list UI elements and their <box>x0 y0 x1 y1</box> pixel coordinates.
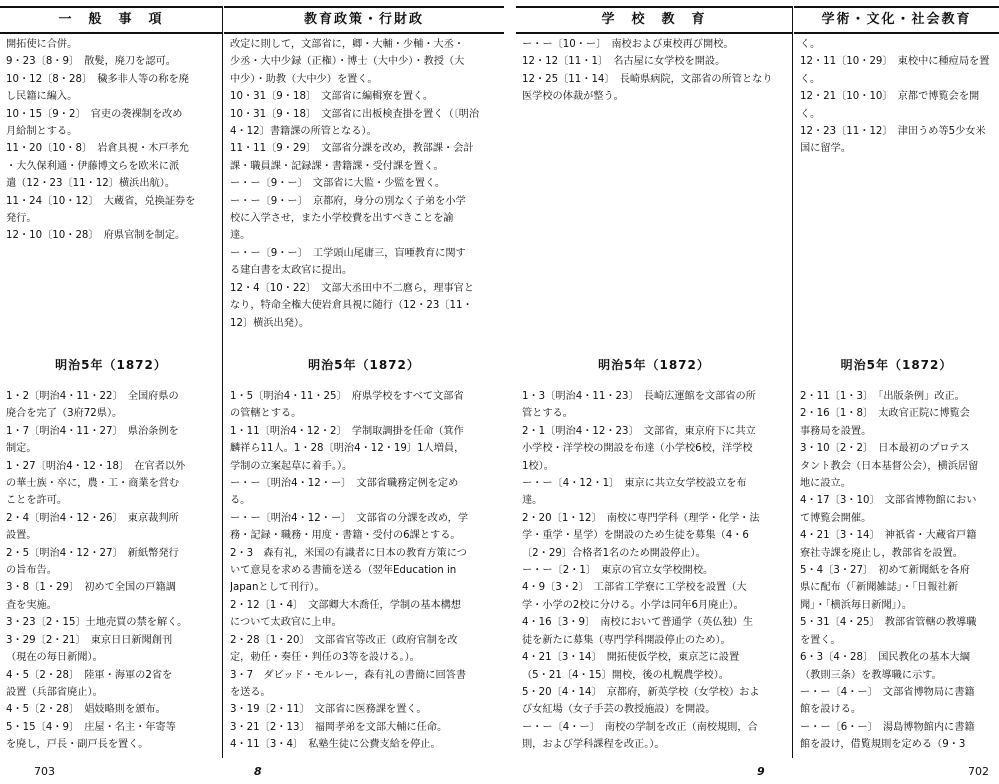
year-heading: 明治5年（1872） <box>55 358 167 372</box>
entry-line: ー・ー〔9・ー〕 京都府，身分の別なく子弟を小学 <box>230 195 466 207</box>
entry-line: を置く。 <box>800 634 841 646</box>
entry-line: 県に配布（「新聞雑誌」・「日報社新 <box>800 582 958 594</box>
entries-bottom <box>6 388 216 754</box>
column-header: 一 般 事 項 <box>0 6 222 34</box>
entry-line: 開拓使に合併。 <box>6 39 78 50</box>
entry-line: ー・ー〔4・ー〕 文部省博物局に書籍 <box>800 686 975 698</box>
entry-line: 廃合を完了（3府72県）。 <box>6 408 123 420</box>
entry-line: の管轄とする。 <box>230 408 302 420</box>
column-divider <box>222 6 223 758</box>
entry-line: 4・21〔3・14〕 神祇省・大蔵省戸籍 <box>800 530 977 542</box>
entry-line: の華士族・卒に，農・工・商業を営む <box>6 478 180 490</box>
entry-line: て博覧会開催。 <box>800 512 872 524</box>
entry-line: 5・4〔3・27〕 初めて新聞紙を各府 <box>800 565 970 577</box>
entry-line: 定，勅任・奏任・判任の3等を設ける。）。 <box>230 652 420 664</box>
entry-line: 制定。 <box>6 443 37 455</box>
entry-line: ー・ー〔2・1〕 東京の官立女学校開校。 <box>522 565 714 577</box>
column-header: 学術・文化・社会教育 <box>794 6 999 34</box>
entry-line: 1・5〔明治4・11・25〕 府県学校をすべて文部省 <box>230 391 464 402</box>
entry-line: る。 <box>230 495 251 507</box>
entry-line: 改定に則して，文部省に，卿・大輔・少輔・大丞・ <box>230 39 465 50</box>
entry-line: 学・小学の2校に分ける。小学は同年6月廃止）。 <box>522 599 744 611</box>
entry-line: 課・職員課・記録課・書籍課・受付課を置く。 <box>230 160 444 172</box>
entry-line: 遣（12・23〔11・12〕横浜出航）。 <box>6 178 176 190</box>
entry-line: ー・ー〔9・ー〕 文部省に大監・少監を置く。 <box>230 178 446 190</box>
entry-line: 4・21〔3・14〕 開拓使仮学校，東京芝に設置 <box>522 652 740 664</box>
entry-line: 1・27〔明治4・12・18〕 在官者以外 <box>6 460 186 472</box>
entry-line: 徒を新たに募集（専門学科開設停止のため）。 <box>522 634 731 646</box>
entry-line: 館を設ける。 <box>800 704 862 716</box>
entry-line: 12〕横浜出発）。 <box>230 317 310 329</box>
entry-line: 4・5〔2・28〕 娼妓略則を頒布。 <box>6 704 166 716</box>
entry-line: 小学校・洋学校の開設を布達（小学校6校，洋学校 <box>522 443 753 455</box>
entry-line: タント教会（日本基督公会），横浜居留 <box>800 460 979 472</box>
entry-line: 〔2・29〕合格者1名のため開設停止）。 <box>522 547 706 559</box>
page-number: 9 <box>757 765 765 778</box>
entry-line: 地に設立。 <box>800 478 851 490</box>
entry-line: 3・7 ダビッド・モルレー，森有礼の書簡に回答書 <box>230 669 467 681</box>
entry-line: （5・21〔4・15〕開校，後の札幌農学校）。 <box>522 669 729 681</box>
entry-line: 則，および学科課程を改正。）。 <box>522 739 665 751</box>
entry-line: の旨布告。 <box>6 565 57 577</box>
entry-line: 麟祥ら11人。1・28〔明治4・12・19〕1人増員， <box>230 443 465 455</box>
entry-line: く。 <box>800 39 821 50</box>
entry-line: 4・9〔3・2〕 工部省工学寮に工学校を設置（大 <box>522 582 747 594</box>
entry-line: ー・ー〔4・12・1〕 東京に共立女学校設立を布 <box>522 478 747 490</box>
column-header: 学 校 教 育 <box>516 6 792 34</box>
entry-line: ー・ー〔6・ー〕 湯島博物館内に書籍 <box>800 721 975 733</box>
page-number: 702 <box>968 765 989 778</box>
year-heading: 明治5年（1872） <box>840 358 953 372</box>
entry-line: 12・12〔11・1〕 名古屋に女学校を開設。 <box>522 56 726 68</box>
entry-line: 11・11〔9・29〕 文部省分課を改め，教部課・会計 <box>230 143 474 155</box>
entry-line: 2・4〔明治4・12・26〕 東京裁判所 <box>6 512 179 524</box>
entry-line: 設置（兵部省廃止）。 <box>6 686 103 698</box>
entry-line: 2・3 森有礼，米国の有識者に日本の教育方策につ <box>230 547 467 559</box>
entry-line: び女紅場（女子手芸の教授施設）を開設。 <box>522 704 716 716</box>
entry-line: について太政官に上申。 <box>230 617 342 629</box>
entry-line: 12・21〔10・10〕 京都で博覧会を開 <box>800 91 980 103</box>
entries-top <box>800 36 993 158</box>
entry-line: 11・20〔10・8〕 岩倉具視・木戸孝允 <box>6 143 189 155</box>
entry-line: 3・29〔2・21〕 東京日日新聞創刊 <box>6 634 173 646</box>
page-gutter <box>504 0 516 784</box>
entry-line: 中少）・助教（大中少）を置く。 <box>230 73 378 85</box>
entry-line: 9・23〔8・9〕 散髪，廃刀を認可。 <box>6 56 176 68</box>
entry-line: 3・23〔2・15〕土地売買の禁を解く。 <box>6 617 188 629</box>
entry-line: なり，特命全権大使岩倉具視に随行（12・23〔11・ <box>230 300 473 312</box>
entry-line: 12・23〔11・12〕 津田うめ等5少女米 <box>800 126 986 138</box>
entry-line: ・大久保利通・伊藤博文らを欧米に派 <box>6 160 180 172</box>
entries-bottom <box>800 388 993 754</box>
entry-line: 6・3〔4・28〕 国民教化の基本大綱 <box>800 652 970 664</box>
entry-line: 2・11〔1・3〕 「出版条例」改正。 <box>800 391 965 402</box>
entry-line: 11・24〔10・12〕 大蔵省，兑换証券を <box>6 195 196 207</box>
entries-top <box>230 36 498 332</box>
entry-line: 10・12〔8・28〕 穢多非人等の称を廃 <box>6 73 189 85</box>
entry-line: 5・20〔4・14〕 京都府，新英学校（女学校）およ <box>522 686 760 698</box>
entries-bottom <box>230 388 498 754</box>
entry-line: いて意見を求める書簡を送る（翌年Education in <box>230 565 457 577</box>
entry-line: を送る。 <box>230 686 271 698</box>
entry-line: 12・10〔10・28〕 府県官制を制定。 <box>6 230 186 242</box>
entry-line: 2・16〔1・8〕 太政官正院に博覧会 <box>800 408 970 420</box>
entry-line: ー・ー〔明治4・12・ー〕 文部省職務定例を定め <box>230 478 459 490</box>
entry-line: 校に入学させ，また小学校費を出すべきことを諭 <box>230 213 454 225</box>
entry-line: 12・11〔10・29〕 東校中に種痘局を置 <box>800 56 990 68</box>
entry-line: 月給制とする。 <box>6 126 78 138</box>
page-number: 8 <box>254 765 262 778</box>
entries-bottom <box>522 388 786 754</box>
entry-line: 2・5〔明治4・12・27〕 新紙幣発行 <box>6 547 179 559</box>
entry-line: く。 <box>800 108 821 120</box>
entry-line: ー・ー〔明治4・12・ー〕 文部省の分課を改め，学 <box>230 512 469 524</box>
entry-line: 達。 <box>230 230 251 242</box>
entry-line: 聞」・「横浜毎日新聞」）。 <box>800 599 913 611</box>
entry-line: 達。 <box>522 495 543 507</box>
entry-line: 国に留学。 <box>800 143 851 155</box>
entry-line: 発行。 <box>6 213 37 225</box>
entry-line: 3・10〔2・2〕 日本最初のプロテス <box>800 443 970 455</box>
entry-line: 2・28〔1・20〕 文部省官等改正（政府官制を改 <box>230 634 458 646</box>
entry-line: 1校）。 <box>522 460 554 472</box>
entry-line: 学制の立案起草に着手。）。 <box>230 460 353 472</box>
column-header: 教育政策・行財政 <box>224 6 504 34</box>
entry-line: 4・12〕書籍課の所管となる）。 <box>230 126 377 138</box>
entry-line: 10・15〔9・2〕 官吏の袭裸制を改め <box>6 108 183 120</box>
entry-line: 少丞・大中少録（正権）・博士（大中少）・教授（大 <box>230 56 465 68</box>
entry-line: し民籍に編入。 <box>6 91 78 103</box>
entry-line: 事務局を設置。 <box>800 425 872 437</box>
entry-line: 12・25〔11・14〕 長崎県病院，文部省の所管となり <box>522 73 773 85</box>
entry-line: く。 <box>800 73 821 85</box>
entry-line: 4・16〔3・9〕 南校において普通学（英仏独）生 <box>522 617 754 629</box>
entry-line: 10・31〔9・18〕 文部省に出板検査掛を置く（〔明治 <box>230 108 480 120</box>
column-culture-social <box>794 0 999 760</box>
entry-line: 10・31〔9・18〕 文部省に編輯寮を置く。 <box>230 91 434 103</box>
entry-line: 1・2〔明治4・11・22〕 全国府県の <box>6 391 179 402</box>
entry-line: 学・重学・星学）を開設のため生徒を募集（4・6 <box>522 530 749 542</box>
page-number: 703 <box>34 765 55 778</box>
entry-line: ー・ー〔9・ー〕 工学頭山尾庸三，盲唖教育に関す <box>230 247 466 259</box>
entry-line: 2・20〔1・12〕 南校に専門学科（理学・化学・法 <box>522 512 760 524</box>
entry-line: 医学校の体裁が整う。 <box>522 91 624 103</box>
entry-line: 1・7〔明治4・11・27〕 県治条例を <box>6 425 179 437</box>
entry-line: 1・11〔明治4・12・2〕 学制取調掛を任命（箕作 <box>230 425 464 437</box>
entry-line: ー・ー〔4・ー〕 南校の学制を改正（南校規則，合 <box>522 721 758 733</box>
entries-top <box>6 36 216 245</box>
column-divider <box>792 6 793 758</box>
entry-line: 3・8〔1・29〕 初めて全国の戸籍調 <box>6 582 176 594</box>
entry-line: Japanとして刊行）。 <box>230 582 325 594</box>
entry-line: る建白書を太政官に提出。 <box>230 265 353 277</box>
entry-line: 2・12〔1・4〕 文部卿大木喬任，学制の基本構想 <box>230 599 462 611</box>
year-heading: 明治5年（1872） <box>598 358 710 372</box>
entry-line: 管とする。 <box>522 408 573 420</box>
entry-line: 5・31〔4・25〕 教部省管轄の教導職 <box>800 617 977 629</box>
entry-line: 3・21〔2・13〕 福岡孝弟を文部大輔に任命。 <box>230 721 448 733</box>
entry-line: （教則三条）を教導職に示す。 <box>800 669 942 681</box>
entry-line: 4・17〔3・10〕 文部省博物館におい <box>800 495 977 507</box>
entries-top <box>522 36 786 106</box>
entry-line: 4・5〔2・28〕 陸軍・海軍の2省を <box>6 669 173 681</box>
entry-line: 3・19〔2・11〕 文部省に医務課を置く。 <box>230 704 427 716</box>
entry-line: ことを許可。 <box>6 495 68 507</box>
entry-line: 12・4〔10・22〕 文部大丞田中不二麿ら，理事官と <box>230 282 475 294</box>
entry-line: ー・ー〔10・ー〕 南校および東校再び開校。 <box>522 39 734 50</box>
entry-line: 5・15〔4・9〕 庄屋・名主・年寄等 <box>6 721 176 733</box>
column-education-policy <box>224 0 504 760</box>
entry-line: 寮社寺課を廃止し，教部省を設置。 <box>800 547 963 559</box>
entry-line: 2・1〔明治4・12・23〕 文部省，東京府下に共立 <box>522 425 756 437</box>
year-heading: 明治5年（1872） <box>308 358 420 372</box>
entry-line: 館を設け，借覧規則を定める（9・3 <box>800 739 966 751</box>
column-school-education <box>516 0 792 760</box>
column-general <box>0 0 222 760</box>
entry-line: 査を実施。 <box>6 599 57 611</box>
entry-line: 務・記録・職務・用度・書籍・受付の6課とする。 <box>230 530 461 542</box>
entry-line: 4・11〔3・4〕 私塾生徒に公費支給を停止。 <box>230 739 441 751</box>
entry-line: （現在の毎日新聞）。 <box>6 652 103 664</box>
entry-line: 1・3〔明治4・11・23〕 長崎広運館を文部省の所 <box>522 391 756 402</box>
entry-line: を廃し，戸長・副戸長を置く。 <box>6 739 149 751</box>
entry-line: 設置。 <box>6 530 37 542</box>
